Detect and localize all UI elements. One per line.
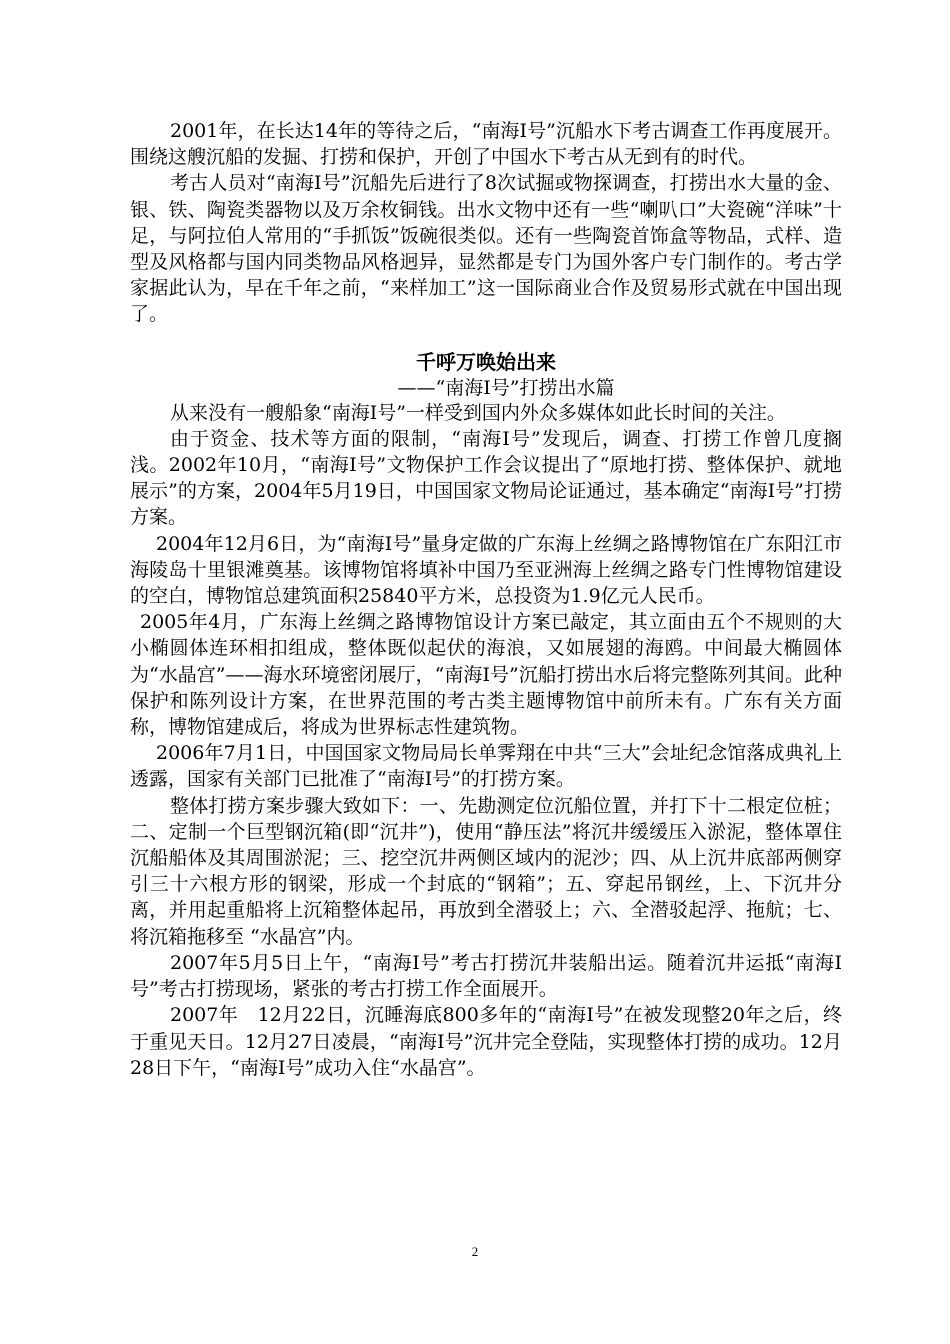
paragraph-excavated-relics: 考古人员对“南海I号”沉船先后进行了8次试掘或物探调查，打捞出水大量的金、银、铁、陶瓷类器物以及万余枚铜钱。出水文物中还有一些“喇叭口”大瓷碗“洋味”十足，与阿拉伯人常用的“手抓饭”饭碗很类似。还有一些陶瓷首饰盒等物品，式样、造型及风格都与国内同类物品风格迥异，显然都是专门为国外客户专门制作的。考古学家据此认为，早在千年之前，“来样加工”这一国际商业合作及贸易形式就在中国出现了。 bbox=[130, 172, 842, 326]
page-number: 2 bbox=[471, 1244, 479, 1259]
section-subtitle: ——“南海I号”打捞出水篇 bbox=[397, 376, 615, 399]
paragraph-salvage-success: 2007年 12月22日，沉睡海底800多年的“南海I号”在被发现整20年之后，终于重见天日。12月27日凌晨，“南海I号”沉井完全登陆，实现整体打捞的成功。12月28日下午，“南海I号”成功入住“水晶宫”。 bbox=[130, 1004, 842, 1079]
paragraph-salvage-begins: 2007年5月5日上午，“南海I号”考古打捞沉井装船出运。随着沉井运抵“南海I号”考古打捞现场，紧张的考古打捞工作全面展开。 bbox=[130, 951, 842, 1001]
section-title: 千呼万唤始出来 bbox=[416, 349, 556, 374]
paragraph-museum-foundation: 2004年12月6日，为“南海I号”量身定做的广东海上丝绸之路博物馆在广东阳江市海陵岛十里银滩奠基。该博物馆将填补中国乃至亚洲海上丝绸之路专门性博物馆建设的空白，博物馆总建筑面积25840平方米，总投资为1.9亿元人民币。 bbox=[130, 532, 842, 608]
paragraph-salvage-plan: 由于资金、技术等方面的限制，“南海I号”发现后，调查、打捞工作曾几度搁浅。2002年10月，“南海I号”文物保护工作会议提出了“原地打捞、整体保护、就地展示”的方案，2004年5月19日，中国国家文物局论证通过，基本确定“南海I号”打捞方案。 bbox=[130, 427, 842, 529]
paragraph-museum-design: 2005年4月，广东海上丝绸之路博物馆设计方案已敲定，其立面由五个不规则的大小椭圆体连环相扣组成，整体既似起伏的海浪，又如展翅的海鸥。中间最大椭圆体为“水晶宫”——海水环境密闭展厅，“南海I号”沉船打捞出水后将完整陈列其间。此种保护和陈列设计方案，在世界范围的考古类主题博物馆中前所未有。广东有关方面称，博物馆建成后，将成为世界标志性建筑物。 bbox=[130, 611, 842, 739]
paragraph-media-attention: 从来没有一艘船象“南海I号”一样受到国内外众多媒体如此长时间的关注。 bbox=[170, 401, 786, 424]
paragraph-salvage-steps: 整体打捞方案步骤大致如下：一、先勘测定位沉船位置，并打下十二根定位桩；二、定制一个巨型钢沉箱(即“沉井”)，使用“静压法”将沉井缓缓压入淤泥，整体罩住沉船船体及其周围淤泥；三、挖空沉井两侧区域内的泥沙；四、从上沉井底部两侧穿引三十六根方形的钢梁，形成一个封底的“钢箱”；五、穿起吊钢丝，上、下沉井分离，并用起重船将上沉箱整体起吊，再放到全潜驳上；六、全潜驳起浮、拖航；七、将沉箱拖移至 “水晶宫”内。 bbox=[130, 794, 842, 948]
document-body bbox=[130, 118, 842, 1081]
paragraph-survey-resumed: 2001年，在长达14年的等待之后，“南海I号”沉船水下考古调查工作再度展开。围绕这艘沉船的发掘、打捞和保护，开创了中国水下考古从无到有的时代。 bbox=[130, 120, 842, 169]
paragraph-plan-approved: 2006年7月1日，中国国家文物局局长单霁翔在中共“三大”会址纪念馆落成典礼上透露，国家有关部门已批准了“南海I号”的打捞方案。 bbox=[130, 742, 842, 791]
